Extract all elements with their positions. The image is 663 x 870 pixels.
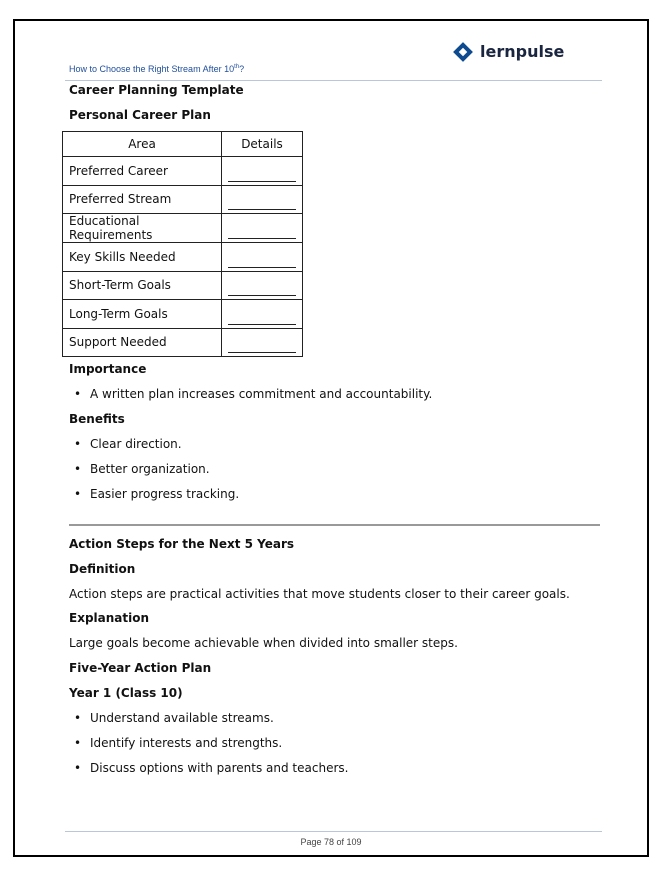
bullet-icon: •	[74, 462, 82, 476]
table-cell-details[interactable]	[222, 243, 303, 272]
table-header-details: Details	[222, 132, 303, 157]
table-cell-details[interactable]	[222, 185, 303, 214]
definition-heading: Definition	[69, 562, 136, 576]
table-header-area: Area	[63, 132, 222, 157]
action-steps-heading: Action Steps for the Next 5 Years	[69, 537, 295, 551]
table-cell-area: Educational Requirements	[63, 214, 222, 243]
table-row	[63, 271, 303, 300]
plan-heading: Five-Year Action Plan	[69, 661, 212, 675]
blank-line	[228, 237, 296, 239]
bullet-icon: •	[74, 487, 82, 501]
list-item: • Discuss options with parents and teachers.	[74, 761, 349, 775]
list-item: • Understand available streams.	[74, 711, 274, 725]
list-item: • A written plan increases commitment and accountability.	[74, 387, 433, 401]
section-heading-template: Career Planning Template	[69, 83, 244, 97]
year1-heading: Year 1 (Class 10)	[69, 686, 183, 700]
definition-text: Action steps are practical activities that move students closer to their career goals.	[69, 587, 570, 601]
explanation-heading: Explanation	[69, 611, 150, 625]
document-page	[13, 19, 649, 857]
benefits-heading: Benefits	[69, 412, 125, 426]
table-cell-area: Preferred Stream	[63, 185, 222, 214]
explanation-text: Large goals become achievable when divided into smaller steps.	[69, 636, 458, 650]
table-cell-area: Long-Term Goals	[63, 300, 222, 329]
table-row	[63, 300, 303, 329]
table-cell-details[interactable]	[222, 271, 303, 300]
table-cell-details[interactable]	[222, 157, 303, 186]
section-subheading-plan: Personal Career Plan	[69, 108, 211, 122]
table-row	[63, 328, 303, 357]
list-item: • Identify interests and strengths.	[74, 736, 283, 750]
logo-text: lernpulse	[480, 42, 565, 61]
section-divider	[69, 524, 600, 526]
table-header-row	[63, 132, 303, 157]
table-cell-details[interactable]	[222, 300, 303, 329]
table-row	[63, 214, 303, 243]
logo	[456, 42, 564, 61]
footer-rule	[65, 831, 602, 832]
list-item: • Easier progress tracking.	[74, 487, 240, 501]
bullet-icon: •	[74, 736, 82, 750]
table-cell-area: Key Skills Needed	[63, 243, 222, 272]
diamond-logo-icon	[453, 42, 473, 62]
bullet-icon: •	[74, 437, 82, 451]
blank-line	[228, 294, 296, 296]
list-item: • Better organization.	[74, 462, 210, 476]
table-cell-details[interactable]	[222, 328, 303, 357]
table-cell-area: Support Needed	[63, 328, 222, 357]
blank-line	[228, 323, 296, 325]
header-title: How to Choose the Right Stream After 10th?	[69, 64, 245, 74]
bullet-icon: •	[74, 387, 82, 401]
blank-line	[228, 266, 296, 268]
table-cell-area: Short-Term Goals	[63, 271, 222, 300]
list-item: • Clear direction.	[74, 437, 182, 451]
blank-line	[228, 208, 296, 210]
table-row	[63, 157, 303, 186]
bullet-icon: •	[74, 761, 82, 775]
blank-line	[228, 351, 296, 353]
career-plan-table	[62, 131, 303, 357]
table-row	[63, 185, 303, 214]
header-rule	[65, 80, 602, 81]
bullet-icon: •	[74, 711, 82, 725]
importance-heading: Importance	[69, 362, 147, 376]
table-cell-details[interactable]	[222, 214, 303, 243]
page-number: Page 78 of 109	[300, 837, 362, 847]
table-row	[63, 243, 303, 272]
table-cell-area: Preferred Career	[63, 157, 222, 186]
blank-line	[228, 180, 296, 182]
